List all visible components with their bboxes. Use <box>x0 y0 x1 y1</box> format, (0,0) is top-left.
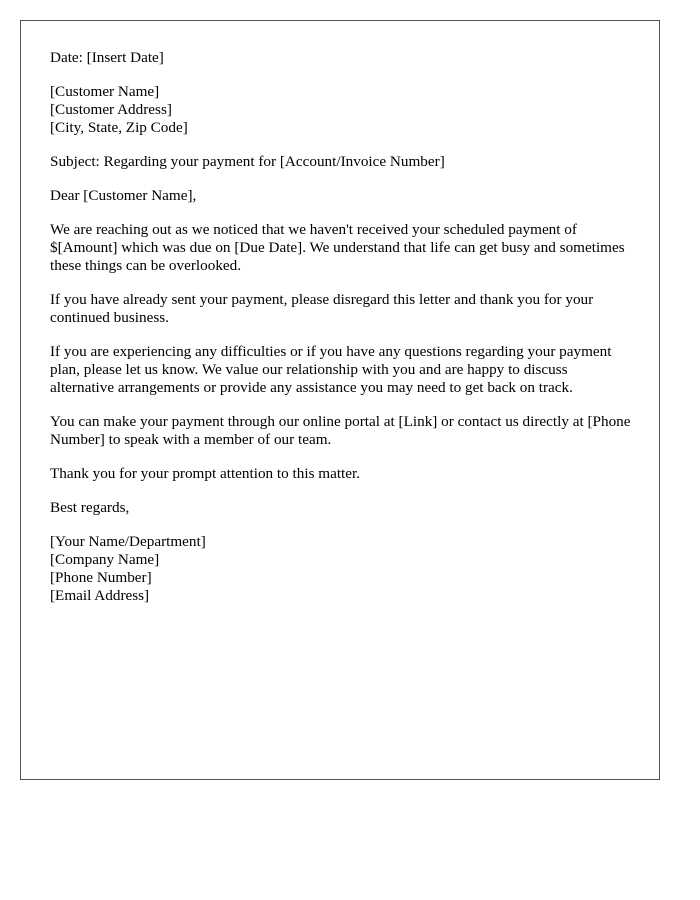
subject-line <box>50 153 635 171</box>
paragraph-thank-you: Thank you for your prompt attention to this matter. <box>50 465 361 482</box>
paragraph-difficulties: If you are experiencing any difficulties or if you have any questions regarding your payment plan, please let us know. We value our relationship with you and are happy to discuss alternative arrangements or provide any assistance you may need to get back on track. <box>50 343 612 396</box>
subject-text: Subject: Regarding your payment for [Account/Invoice Number] <box>50 153 445 170</box>
salutation-text: Dear [Customer Name], <box>50 187 197 204</box>
signature-email: [Email Address] <box>50 587 150 604</box>
date-text: Date: [Insert Date] <box>50 49 164 66</box>
recipient-city-state-zip: [City, State, Zip Code] <box>50 119 188 136</box>
letter-body <box>50 49 635 621</box>
paragraph-disregard: If you have already sent your payment, please disregard this letter and thank you for your continued business. <box>50 291 594 326</box>
signature-company: [Company Name] <box>50 551 160 568</box>
closing-text: Best regards, <box>50 499 130 516</box>
salutation <box>50 187 635 205</box>
recipient-name: [Customer Name] <box>50 83 160 100</box>
paragraph-missed-payment: We are reaching out as we noticed that we haven't received your scheduled payment of $[Amount] which was due on [Due Date]. We understand that life can get busy and sometimes these things can be overlooked. <box>50 221 625 274</box>
signature-block <box>50 533 635 605</box>
recipient-address <box>50 83 635 137</box>
paragraph-payment-options: You can make your payment through our online portal at [Link] or contact us directly at [Phone Number] to speak with a member of our team. <box>50 413 631 448</box>
signature-phone: [Phone Number] <box>50 569 152 586</box>
recipient-street: [Customer Address] <box>50 101 172 118</box>
letter-page <box>20 20 660 780</box>
date-line <box>50 49 635 67</box>
signature-name: [Your Name/Department] <box>50 533 206 550</box>
closing <box>50 499 635 517</box>
